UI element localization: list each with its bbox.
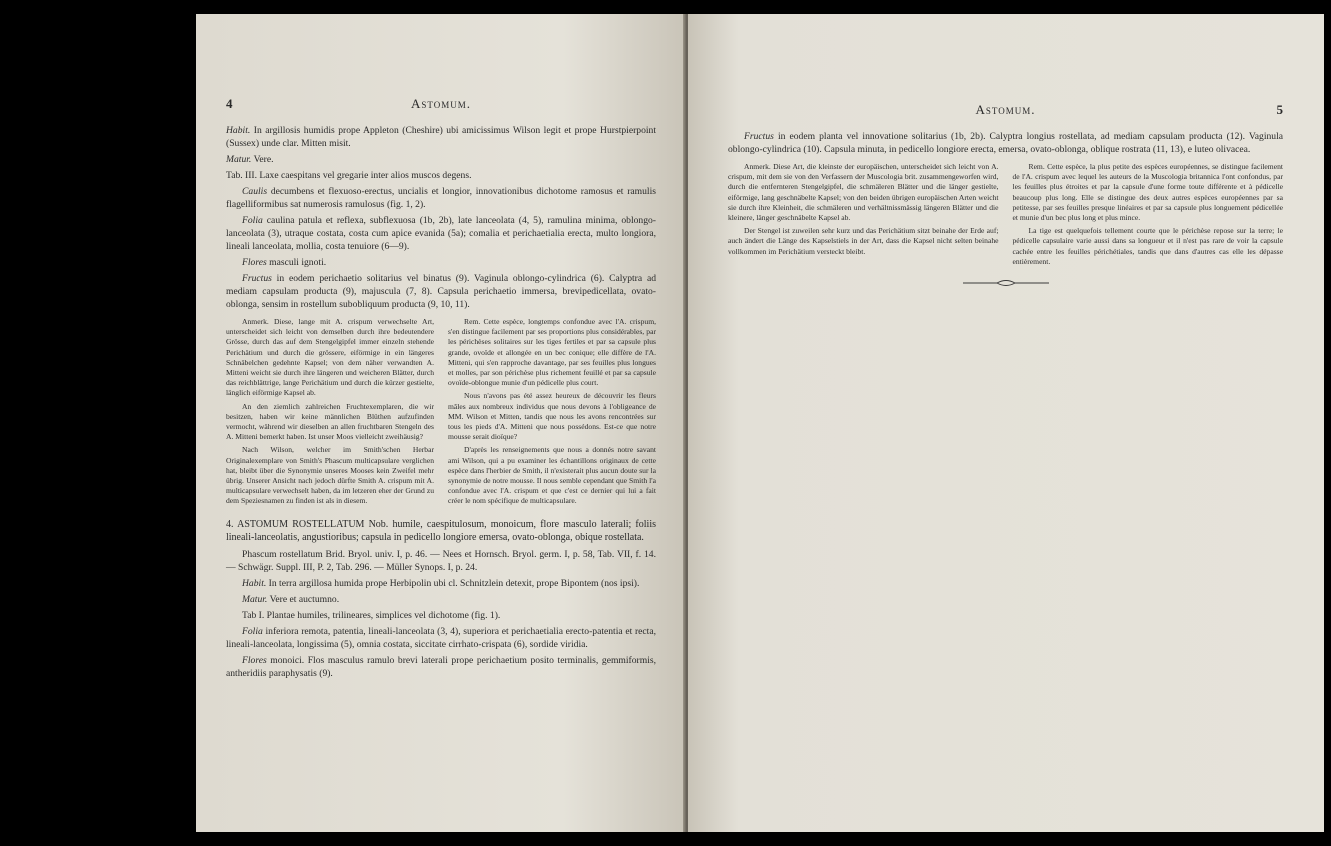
rem-paragraph: D'après les renseignements que nous a donnés notre savant ami Wilson, qui a pu examiner les échantillons originaux de cette espèce dans l'herbier de Smith, il n'existerait plus aucun doute sur la synonymie de notre mousse. Il nous semble cependant que Smith l'a confondue avec l'A. crispum et que c'est ce dernier qui lui a fait créer le nom spécifique de multicapsulare. <box>448 445 656 506</box>
rem-column <box>448 317 656 510</box>
matur-paragraph-2 <box>226 593 656 606</box>
text: In argillosis humidis prope Appleton (Cheshire) ubi amicissimus Wilson legit et prope Hurstpierpoint (Sussex) unde clar. Mitten misit. <box>226 125 656 149</box>
habit-paragraph-2 <box>226 577 656 590</box>
running-title: Astomum. <box>975 102 1036 117</box>
label: Habit. <box>242 577 267 589</box>
fructus-paragraph <box>226 272 656 311</box>
habit-paragraph <box>226 124 656 150</box>
flores-paragraph <box>226 256 656 269</box>
remarks-columns <box>226 317 656 510</box>
right-page-body <box>728 102 1283 288</box>
text: monoici. Flos masculus ramulo brevi laterali prope perichaetium posito terminalis, gemmiformis, antheridiis paraphysatis (9). <box>226 654 656 679</box>
caulis-paragraph <box>226 185 656 211</box>
remarks-columns <box>728 162 1283 270</box>
anmerk-column <box>226 317 434 510</box>
label: Flores <box>242 654 267 666</box>
label: Fructus <box>744 131 774 142</box>
left-page-body <box>226 96 656 683</box>
label: Folia <box>242 625 263 637</box>
text: in eodem planta vel innovatione solitarius (1b, 2b). Calyptra longius rostellata, ad mediam capsulam producta (12). Vaginula oblongo-cylindrica (10). Capsula minuta, in pedicello longiore erecta, emersa, ovato-oblonga, oblique rostrata (11, 13), e luteo olivacea. <box>728 131 1283 155</box>
running-title: Astomum. <box>411 96 471 111</box>
fructus-paragraph <box>728 130 1283 156</box>
page-number: 4 <box>226 96 233 111</box>
left-running-head <box>226 96 656 116</box>
anmerk-paragraph: Der Stengel ist zuweilen sehr kurz und das Perichätium sitzt beinahe der Erde auf; auch ändert die Länge des Kapselstiels in der Art, dass die Kapsel nicht selten beinahe vollkommen im Perichätium versteckt bleibt. <box>728 226 999 256</box>
rem-paragraph: Rem. Cette espèce, longtemps confondue avec l'A. crispum, s'en distingue facilement par ses proportions plus considérables, par les périchèses solitaires sur les tiges fertiles et par sa capsule plus grande, ovoïde et allongée en un bec conique; elle diffère de l'A. Mitteni, qui s'en rapproche davantage, par ses feuilles plus longues et molles, par son périchèse plus richement feuillé et par sa capsule ovoïde-oblongue munie d'un pédicelle plus court. <box>448 317 656 388</box>
label: Habit. <box>226 125 251 136</box>
label: Matur. <box>242 593 268 605</box>
rem-paragraph: Nous n'avons pas été assez heureux de découvrir les fleurs mâles aux nombreux individus que nous devons à l'obligeance de MM. Wilson et Mitten, tandis que nous les avons rencontrées sur tous les pieds d'A. Mitteni que nous possédons. Est-ce que notre mousse serait dioïque? <box>448 391 656 442</box>
text: in eodem perichaetio solitarius vel binatus (9). Vaginula oblongo-cylindrica (6). Calyptra ad mediam capsulam producta (9), majuscula (7, 8). Capsula perichaetio immersa, brevipedicellata, ovato-oblonga, sensim in rostellum subobliquum producta (9, 10, 11). <box>226 273 656 310</box>
flores-paragraph-2 <box>226 654 656 680</box>
anmerk-paragraph: Nach Wilson, welcher im Smith'schen Herbar Originalexemplare von Smith's Phascum multicapsulare verglichen hat, bleibt über die Synonymie unseres Mooses kein Zweifel mehr übrig. Unserer Ansicht nach jedoch dürfte Smith A. crispum mit A. multicapsulare verwechselt haben, da im letzeren eher der Grund zu dem Speziesnamen zu finden ist als in diesem. <box>226 445 434 506</box>
anmerk-column <box>728 162 999 270</box>
label: Fructus <box>242 273 272 284</box>
text: Vere et auctumno. <box>269 593 340 605</box>
matur-paragraph <box>226 153 656 166</box>
right-page <box>688 14 1324 832</box>
text: Vere. <box>253 154 274 165</box>
rem-column <box>1013 162 1284 270</box>
anmerk-paragraph: Anmerk. Diese Art, die kleinste der europäischen, unterscheidet sich leicht von A. crispum, mit dem sie von den Verfassern der Muscologia brit. zusammengeworfen wird, durch die entfernteren Stengelgipfel, die schmäleren Blätter und die länger gestielte, eiförmige, lang geschnäbelte Kapsel; von den beiden übrigen europäischen Arten weicht sie durch ihre Kleinheit, die schmäleren und verhältnissmässig längeren Blätter und die kleinere, länger geschnäbelte Kapsel ab. <box>728 162 999 223</box>
right-running-head <box>728 102 1283 122</box>
species-heading: 4. ASTOMUM ROSTELLATUM Nob. humile, caespitulosum, monoicum, flore masculo laterali; foliis lineali-lanceolatis, angustioribus; capsula in pedicello longiore emersa, ovato-oblonga, obique rostellata. <box>226 518 656 543</box>
left-page <box>196 14 688 832</box>
rem-paragraph: Rem. Cette espèce, la plus petite des espèces européennes, se distingue facilement de l'A. crispum avec lequel les auteurs de la Muscologia britannica l'ont confondus, par les feuilles plus étroites et par la capsule d'une forme toute différente et à pédicelle beaucoup plus long. Elle se distingue des deux autres espèces européennes par sa petitesse, par ses feuilles presque linéaires et par sa capsule plus longuement pédicellée et munie d'un bec plus long et plus mince. <box>1012 162 1283 223</box>
text: masculi ignoti. <box>269 257 327 268</box>
synonymy-paragraph: Phascum rostellatum Brid. Bryol. univ. I, p. 46. — Nees et Hornsch. Bryol. germ. I, p. 58, Tab. VII, f. 14. — Schwägr. Suppl. III, P. 2, Tab. 296. — Müller Synops. I, p. 24. <box>226 548 656 573</box>
anmerk-paragraph: Anmerk. Diese, lange mit A. crispum verwechselte Art, unterscheidet sich leicht von demselben durch ihre bedeutendere Grösse, durch das auf dem Stengelgipfel immer einzeln stehende Perichätium und durch die grössere, eiförmige in ein längeres Schnäbelchen gedehnte Kapsel; von dem näher verwandten A. Mitteni weicht sie durch ihre längeren und weicheren Blätter, durch das reichblättrige, lange Perichätium und durch die kürzer gestielte, länglich eiförmige Kapsel ab. <box>226 317 434 398</box>
book-spread <box>196 14 1324 832</box>
text: In terra argillosa humida prope Herbipolin ubi cl. Schnitzlein detexit, prope Bipontem (nos ipsi). <box>268 577 640 589</box>
label: Caulis <box>242 186 268 197</box>
tab-paragraph: Tab. III. Laxe caespitans vel gregarie inter alios muscos degens. <box>226 170 472 181</box>
text: decumbens et flexuoso-erectus, uncialis et longior, innovationibus dichotome ramosus et ramulis flagelliformibus sat numerosis ramulosus (fig. 1, 2). <box>226 186 656 210</box>
page-number: 5 <box>1276 102 1283 117</box>
anmerk-paragraph: An den ziemlich zahlreichen Fruchtexemplaren, die wir besitzen, haben wir keine männlichen Blüthen aufzufinden vermocht, während wir dieselben an allen fruchtbaren Stengeln des A. Mitteni bemerkt haben. Ist unser Moos vielleicht zweihäusig? <box>226 401 434 442</box>
folia-paragraph <box>226 214 656 253</box>
label: Flores <box>242 257 267 268</box>
text: caulina patula et reflexa, subflexuosa (1b, 2b), late lanceolata (4, 5), ramulina minima, oblongo-lanceolata (3), utraque costata, costa cum apice evanida (5a); comalia et perichaetialia erecta, multo longiora, lineali lanceolata, mollia, costa tenuiore (6—9). <box>226 215 656 252</box>
folia-paragraph-2 <box>226 625 656 651</box>
rem-paragraph: La tige est quelquefois tellement courte que le périchèse repose sur la terre; le pédicelle capsulaire varie aussi dans sa longueur et il n'est pas rare de voir la capsule cachée entre les feuilles périchétiales, tandis que dans d'autres cas elle les dépasse entièrement. <box>1012 226 1283 266</box>
label: Matur. <box>226 154 252 165</box>
text: inferiora remota, patentia, lineali-lanceolata (3, 4), superiora et perichaetialia erecto-patentia et recta, lineali-lanceolata, longissima (5), omnia costata, siccitate cirrhato-crispata (6), sordide viridia. <box>226 625 656 650</box>
section-end-ornament <box>961 278 1051 288</box>
label: Folia <box>242 215 263 226</box>
tab-paragraph-2: Tab I. Plantae humiles, trilineares, simplices vel dichotome (fig. 1). <box>242 609 501 621</box>
